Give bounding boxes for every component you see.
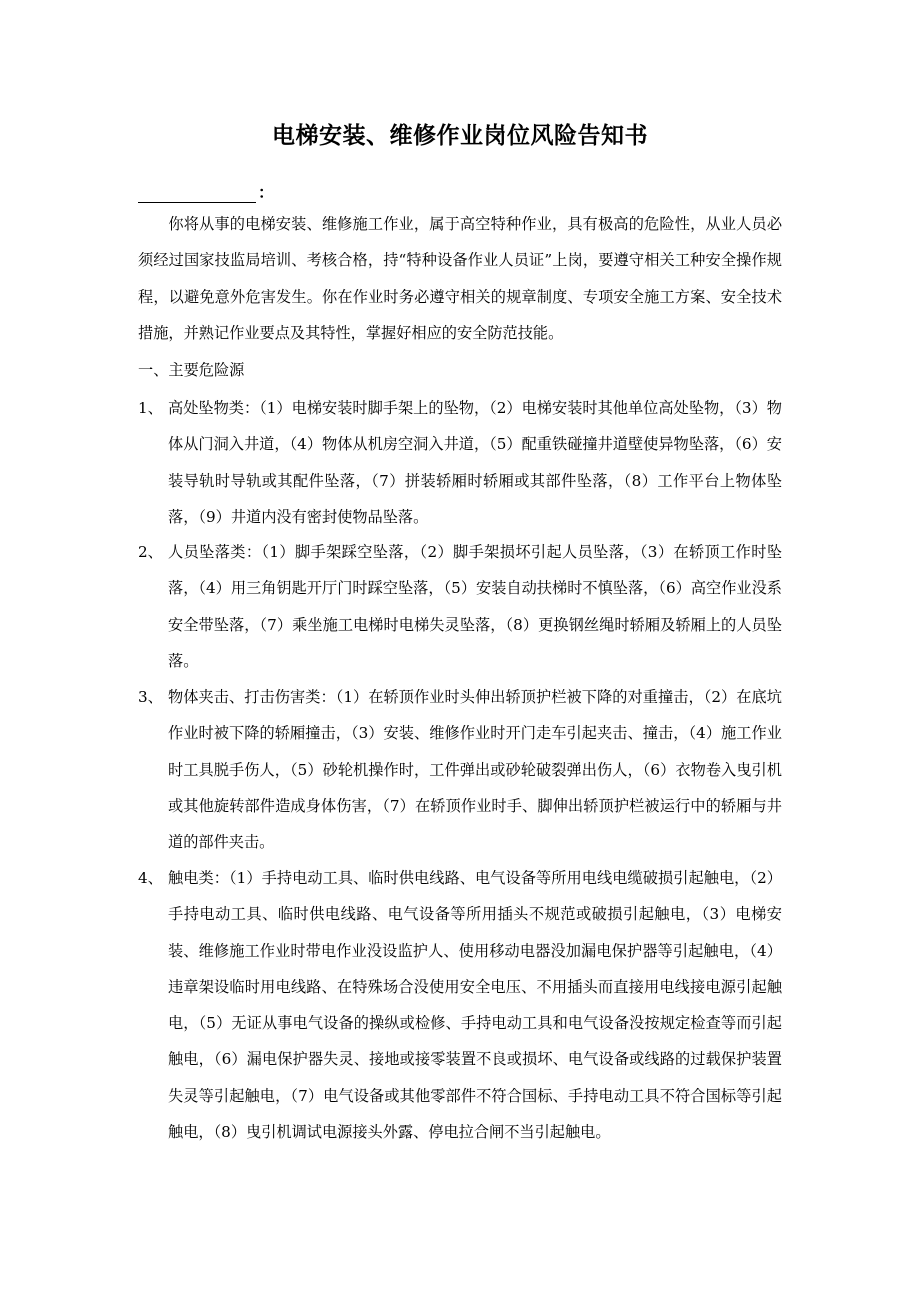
list-item-number: 4、 [138,869,163,887]
intro-paragraph: 你将从事的电梯安装、维修施工作业，属于高空特种作业，具有极高的危险性，从业人员必须经过国家技监局培训、考核合格，持“特种设备作业人员证”上岗，要遵守相关工种安全操作规程，以避免意外危害发生。你在作业时务必遵守相关的规章制度、专项安全施工方案、安全技术措施，并熟记作业要点及其特性，掌握好相应的安全防范技能。 [138,215,782,342]
list-item-number: 1、 [138,399,163,417]
list-item [138,534,782,679]
list-item-text: 高处坠物类：（1）电梯安装时脚手架上的坠物，（2）电梯安装时其他单位高处坠物，（3）物体从门洞入井道，（4）物体从机房空洞入井道，（5）配重铁碰撞井道壁使异物坠落，（6）安装导轨时导轨或其配件坠落，（7）拼装轿厢时轿厢或其部件坠落，（8）工作平台上物体坠落，（9）井道内没有密封使物品坠落。 [168,399,782,526]
salutation-line [138,173,274,203]
document-title: 电梯安装、维修作业岗位风险告知书 [272,122,648,149]
name-blank-underline [138,182,256,203]
list-item-text: 物体夹击、打击伤害类：（1）在轿顶作业时头伸出轿顶护栏被下降的对重撞击，（2）在底坑作业时被下降的轿厢撞击，（3）安装、维修作业时开门走车引起夹击、撞击，（4）施工作业时工具脱手伤人，（5）砂轮机操作时，工件弹出或砂轮破裂弹出伤人，（6）衣物卷入曳引机或其他旋转部件造成身体伤害，（7）在轿顶作业时手、脚伸出轿顶护栏被运行中的轿厢与井道的部件夹击。 [168,688,782,852]
list-item-text: 触电类：（1）手持电动工具、临时供电线路、电气设备等所用电线电缆破损引起触电，（2）手持电动工具、临时供电线路、电气设备等所用插头不规范或破损引起触电，（3）电梯安装、维修施工作业时带电作业没设监护人、使用移动电器没加漏电保护器等引起触电，（4）违章架设临时用电线路、在特殊场合没使用安全电压、不用插头而直接用电线接电源引起触电，（5）无证从事电气设备的操纵或检修、手持电动工具和电气设备没按规定检查等而引起触电，（6）漏电保护器失灵、接地或接零装置不良或损坏、电气设备或线路的过载保护装置失灵等引起触电，（7）电气设备或其他零部件不符合国标、手持电动工具不符合国标等引起触电，（8）曳引机调试电源接头外露、停电拉合闸不当引起触电。 [168,869,782,1142]
list-item [138,860,782,1150]
list-item-number: 2、 [138,543,163,561]
list-item-number: 3、 [138,688,163,706]
section-heading-hazards: 一、主要危险源 [138,361,245,379]
list-item [138,679,782,860]
list-item [138,390,782,535]
salutation-colon: ： [258,183,275,202]
list-item-text: 人员坠落类：（1）脚手架踩空坠落，（2）脚手架损坏引起人员坠落，（3）在轿顶工作时坠落，（4）用三角钥匙开厅门时踩空坠落，（5）安装自动扶梯时不慎坠落，（6）高空作业没系安全带坠落，（7）乘坐施工电梯时电梯失灵坠落，（8）更换钢丝绳时轿厢及轿厢上的人员坠落。 [168,543,782,670]
